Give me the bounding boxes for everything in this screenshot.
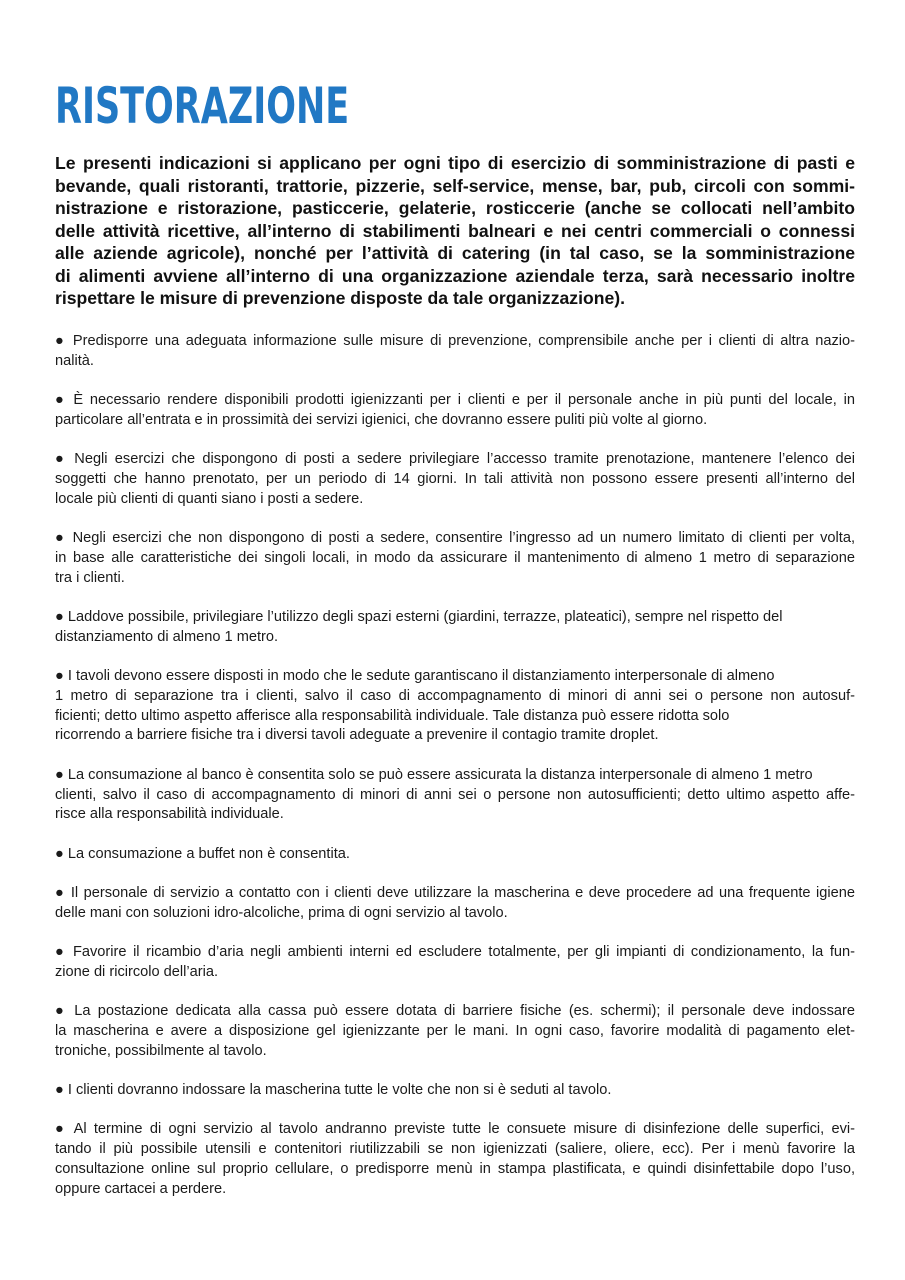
guideline-line: 1 metro di separazione tra i clienti, salvo il caso di accompagnamento di minori di anni sei o persone non autosuf-	[55, 687, 855, 704]
guideline-line: tra i clienti.	[55, 569, 125, 586]
guideline-line: particolare all’entrata e in prossimità dei servizi igienici, che dovranno essere puliti più volte al giorno.	[55, 411, 708, 428]
guideline-item-customer-masks	[55, 1081, 855, 1101]
guideline-line: risce alla responsabilità individuale.	[55, 806, 284, 823]
guideline-item-sanitizers	[55, 391, 855, 431]
guideline-item-buffet	[55, 845, 855, 865]
guideline-line: ● Al termine di ogni servizio al tavolo andranno previste tutte le consuete misure di disinfezione delle superfici, evi-	[55, 1121, 855, 1138]
guideline-line: ● La consumazione al banco è consentita solo se può essere assicurata la distanza interpersonale di almeno 1 metro	[55, 766, 813, 783]
guideline-line: ● Negli esercizi che non dispongono di posti a sedere, consentire l’ingresso ad un numero limitato di clienti per volta,	[55, 530, 855, 547]
guideline-line: ricorrendo a barriere fisiche tra i diversi tavoli adeguate a prevenire il contagio tramite droplet.	[55, 727, 659, 744]
guideline-line: ● Predisporre una adeguata informazione sulle misure di prevenzione, comprensibile anche per i clienti di altra nazio-	[55, 333, 855, 349]
guideline-item-counter	[55, 766, 855, 825]
intro-paragraph	[55, 152, 855, 310]
intro-line: di alimenti avviene all’interno di una organizzazione aziendale terza, sarà necessario inoltre	[55, 265, 855, 286]
intro-line: alle aziende agricole), nonché per l’attività di catering (in tal caso, se la somministrazione	[55, 243, 855, 263]
guideline-line: ● Il personale di servizio a contatto con i clienti deve utilizzare la mascherina e deve procedere ad una frequente igiene	[55, 884, 855, 901]
guideline-line: troniche, possibilmente al tavolo.	[55, 1042, 267, 1059]
guideline-item-staff-masks	[55, 884, 855, 924]
guideline-line: ● È necessario rendere disponibili prodotti igienizzanti per i clienti e per il personale anche in più punti del locale, in	[55, 392, 855, 409]
guideline-line: distanziamento di almeno 1 metro.	[55, 628, 279, 645]
intro-line: delle attività ricettive, all’interno di stabilimenti balneari e nei centri commerciali o connessi	[55, 220, 855, 241]
guideline-line: delle mani con soluzioni idro-alcoliche, prima di ogni servizio al tavolo.	[55, 904, 508, 921]
guideline-list	[55, 332, 855, 1219]
guideline-line: locale più clienti di quanti siano i posti a sedere.	[55, 490, 364, 507]
guideline-line: ● La consumazione a buffet non è consentita.	[55, 845, 350, 862]
page-title: RISTORAZIONE	[55, 77, 350, 135]
guideline-item-disinfection	[55, 1120, 855, 1199]
guideline-line: ● Negli esercizi che dispongono di posti a sedere privilegiare l’accesso tramite prenotazione, mantenere l’elenco dei	[55, 451, 855, 468]
guideline-line: ficienti; detto ultimo aspetto afferisce alla responsabilità individuale. Tale distanza può essere ridotta solo	[55, 707, 730, 724]
guideline-item-ventilation	[55, 943, 855, 983]
guideline-line: nalità.	[55, 352, 94, 369]
guideline-line: clienti, salvo il caso di accompagnamento di minori di anni sei o persone non autosufficienti; detto ultimo aspetto affe-	[55, 786, 855, 803]
guideline-line: la mascherina e avere a disposizione gel igienizzante per le mani. In ogni caso, favorire modalità di pagamento elet-	[55, 1022, 855, 1039]
guideline-item-information	[55, 332, 855, 372]
guideline-line: zione di ricircolo dell’aria.	[55, 963, 219, 980]
guideline-item-outdoor-spaces	[55, 608, 855, 648]
guideline-line: tando il più possibile utensili e contenitori riutilizzabili se non igienizzati (saliere, oliere, ecc). Per i menù favorire la	[55, 1141, 855, 1158]
intro-line: Le presenti indicazioni si applicano per ogni tipo di esercizio di somministrazione di pasti e	[55, 153, 855, 173]
guideline-line: ● I clienti dovranno indossare la mascherina tutte le volte che non si è seduti al tavolo.	[55, 1082, 612, 1099]
guideline-line: ● Laddove possibile, privilegiare l’utilizzo degli spazi esterni (giardini, terrazze, plateatici), sempre nel rispetto del	[55, 608, 783, 625]
guideline-line: ● La postazione dedicata alla cassa può essere dotata di barriere fisiche (es. schermi); il personale deve indossare	[55, 1003, 855, 1020]
guideline-item-no-seating	[55, 529, 855, 588]
guideline-line: soggetti che hanno prenotato, per un periodo di 14 giorni. In tali attività non possono essere presenti all’interno del	[55, 470, 855, 487]
intro-line: nistrazione e ristorazione, pasticcerie, gelaterie, rosticcerie (anche se collocati nell’ambito	[55, 198, 855, 218]
guideline-line: ● Favorire il ricambio d’aria negli ambienti interni ed escludere totalmente, per gli impianti di condizionamento, la fun-	[55, 944, 855, 961]
guideline-line: in base alle caratteristiche dei singoli locali, in modo da assicurare il mantenimento di almeno 1 metro di separazione	[55, 549, 855, 566]
guideline-line: ● I tavoli devono essere disposti in modo che le sedute garantiscano il distanziamento interpersonale di almeno	[55, 668, 775, 685]
guideline-line: consultazione online sul proprio cellulare, o predisporre menù in stampa plastificata, e quindi disinfettabile dopo l’uso,	[55, 1160, 855, 1177]
guideline-line: oppure cartacei a perdere.	[55, 1180, 227, 1197]
guideline-item-tables	[55, 667, 855, 746]
intro-line: bevande, quali ristoranti, trattorie, pizzerie, self-service, mense, bar, pub, circoli con sommi-	[55, 175, 855, 196]
guideline-item-reservations	[55, 450, 855, 509]
guideline-item-cash-desk	[55, 1002, 855, 1061]
intro-line: rispettare le misure di prevenzione disposte da tale organizzazione).	[55, 288, 625, 308]
